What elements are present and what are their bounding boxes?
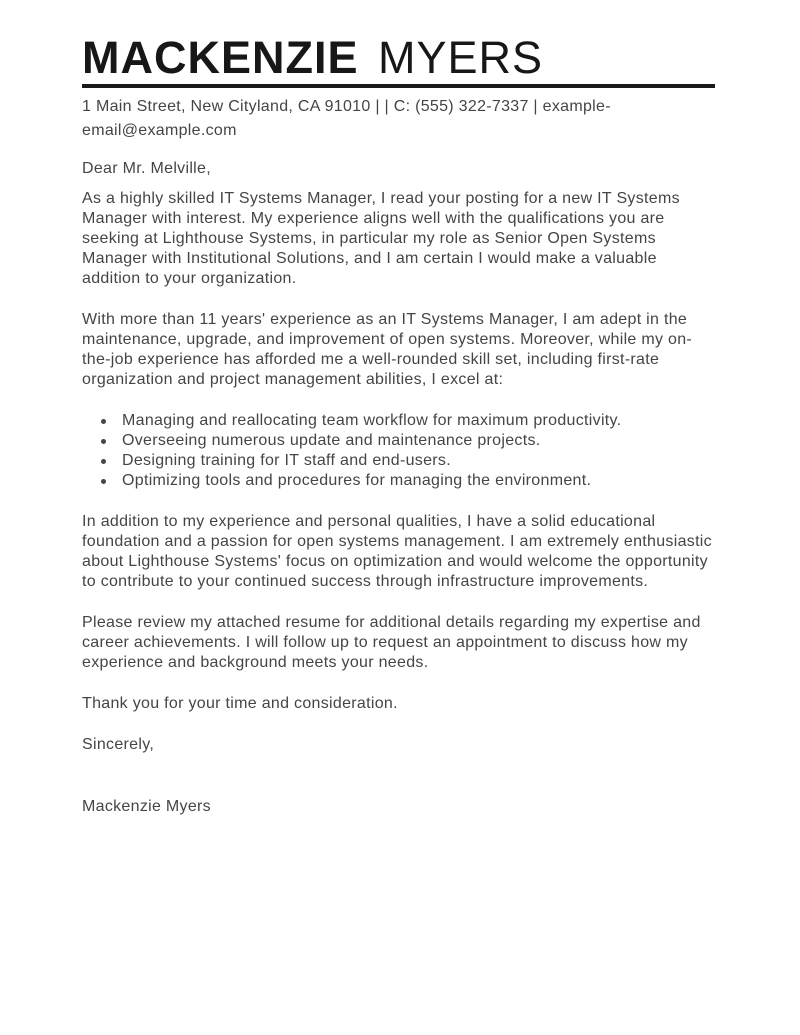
contact-line-2: email@example.com [82, 122, 237, 139]
header-divider [82, 84, 715, 88]
valediction: Sincerely, [82, 736, 155, 753]
thanks-line: Thank you for your time and consideration. [82, 695, 398, 712]
contact-info [82, 95, 718, 143]
paragraph-follow-up: Please review my attached resume for additional details regarding my expertise and career achievements. I will follow up to request an appointment to discuss how my experience and background meets your needs. [82, 614, 701, 671]
page-title [82, 34, 718, 82]
name-first: MACKENZIE [82, 32, 359, 83]
name-last: MYERS [378, 32, 544, 83]
contact-line-1: 1 Main Street, New Cityland, CA 91010 | | C: (555) 322-7337 | example- [82, 98, 611, 115]
list-item: Overseeing numerous update and maintenance projects. [122, 431, 712, 451]
letterhead [82, 34, 718, 143]
salutation: Dear Mr. Melville, [82, 160, 211, 177]
list-item: Managing and reallocating team workflow for maximum productivity. [122, 411, 712, 431]
paragraph-intro: As a highly skilled IT Systems Manager, I read your posting for a new IT Systems Manager with interest. My experience aligns well with the qualifications you are seeking at Lighthouse Systems, in particular my role as Senior Open Systems Manager with Institutional Solutions, and I am certain I would make a valuable addition to your organization. [82, 190, 680, 287]
paragraph-education: In addition to my experience and personal qualities, I have a solid educational foundation and a passion for open systems management. I am extremely enthusiastic about Lighthouse Systems' focus on optimization and would welcome the opportunity to contribute to your continued success through infrastructure improvements. [82, 513, 712, 590]
list-item: Optimizing tools and procedures for managing the environment. [122, 471, 712, 491]
letter-body [82, 159, 712, 817]
skills-bullet-list [82, 411, 712, 491]
signature-name: Mackenzie Myers [82, 798, 211, 815]
paragraph-experience: With more than 11 years' experience as an IT Systems Manager, I am adept in the maintenance, upgrade, and improvement of open systems. Moreover, while my on-the-job experience has afforded me a well-rounded skill set, including first-rate organization and project management abilities, I excel at: [82, 311, 693, 388]
list-item: Designing training for IT staff and end-users. [122, 451, 712, 471]
